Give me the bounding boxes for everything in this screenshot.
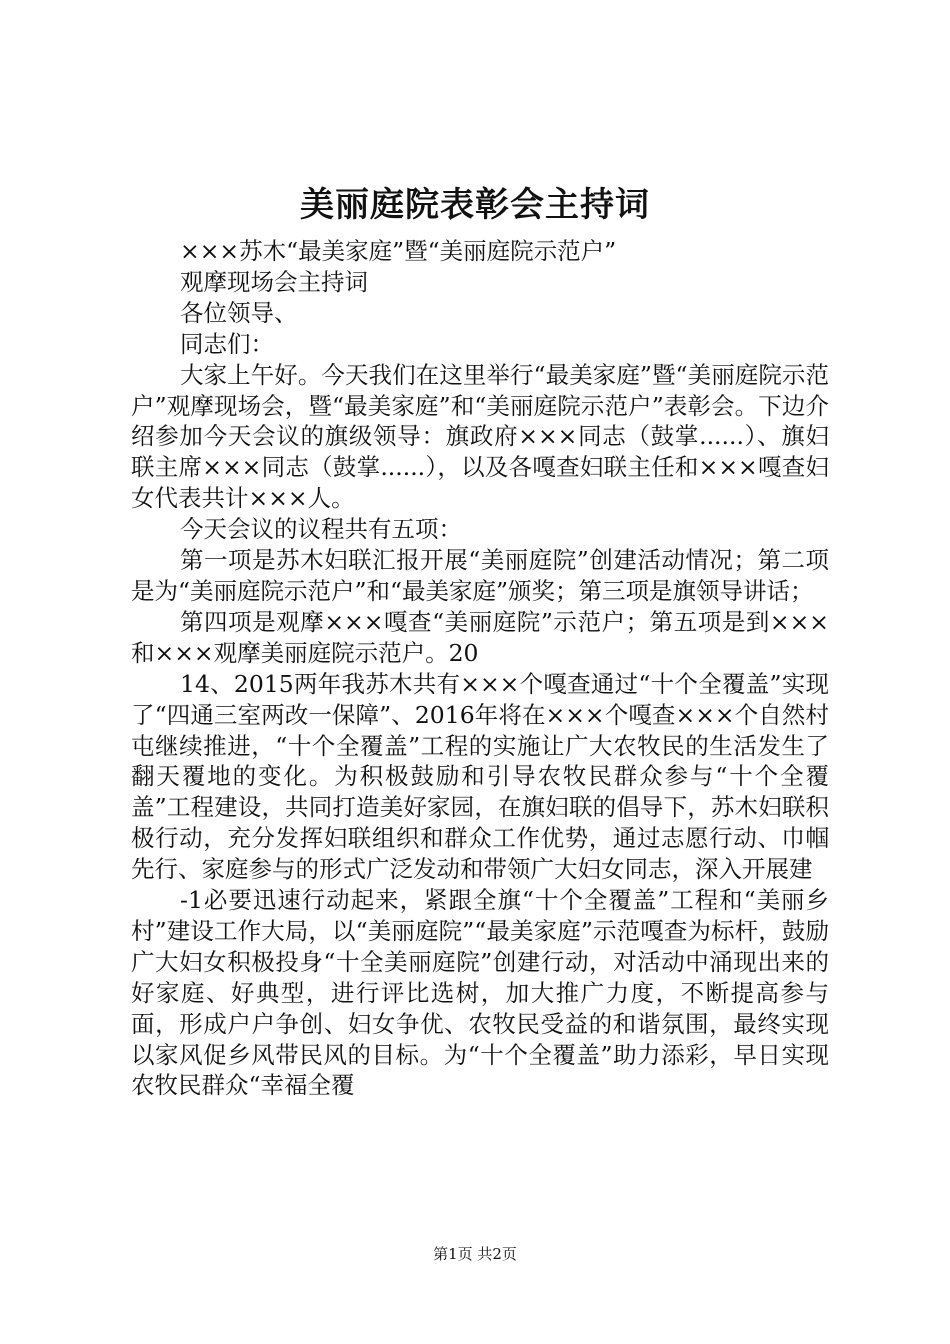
paragraph-greeting-2: 同志们：: [180, 329, 274, 358]
paragraph-opening: 大家上午好。今天我们在这里举行“最美家庭”暨“美丽庭院示范户”观摩现场会，暨“最美家庭”和“美丽庭院示范户”表彰会。下边介绍参加今天会议的旗级领导：旗政府×××同志（鼓掌......）、旗妇联主席×××同志（鼓掌......），以及各嘎查妇联主任和×××嘎查妇女代表共计×××人。: [131, 360, 829, 513]
page-footer: 第1页 共2页: [433, 1245, 517, 1263]
paragraph-agenda-items-1: 第一项是苏木妇联汇报开展“美丽庭院”创建活动情况；第二项是为“美丽庭院示范户”和“最美家庭”颁奖；第三项是旗领导讲话；: [131, 546, 829, 605]
paragraph-greeting-1: 各位领导、: [180, 298, 298, 327]
paragraph-agenda-intro: 今天会议的议程共有五项：: [180, 515, 462, 544]
paragraph-agenda-items-2: 第四项是观摩×××嘎查“美丽庭院”示范户；第五项是到×××和×××观摩美丽庭院示范户。20: [131, 607, 829, 667]
paragraph-call-to-action: -1必要迅速行动起来，紧跟全旗“十个全覆盖”工程和“美丽乡村”建设工作大局，以“美丽庭院”“最美家庭”示范嘎查为标杆，鼓励广大妇女积极投身“十全美丽庭院”创建行动，对活动中涌现出来的好家庭、好典型，进行评比选树，加大推广力度，不断提高参与面，形成户户争创、妇女争优、农牧民受益的和谐氛围，最终实现以家风促乡风带民风的目标。为“十个全覆盖”助力添彩，早日实现农牧民群众“幸福全覆: [131, 886, 829, 1100]
paragraph-heading-line-2: 观摩现场会主持词: [180, 267, 368, 296]
paragraph-heading-line-1: ×××苏木“最美家庭”暨“美丽庭院示范户”: [180, 237, 617, 265]
document-title: 美丽庭院表彰会主持词: [300, 185, 650, 225]
paragraph-background: 14、2015两年我苏木共有×××个嘎查通过“十个全覆盖”实现了“四通三室两改一保障”、2016年将在×××个嘎查×××个自然村屯继续推进，“十个全覆盖”工程的实施让广大农牧民的生活发生了翻天覆地的变化。为积极鼓励和引导农牧民群众参与“十个全覆盖”工程建设，共同打造美好家园，在旗妇联的倡导下，苏木妇联积极行动，充分发挥妇联组织和群众工作优势，通过志愿行动、巾帼先行、家庭参与的形式广泛发动和带领广大妇女同志，深入开展建: [131, 669, 829, 884]
document-body: [131, 236, 829, 1101]
